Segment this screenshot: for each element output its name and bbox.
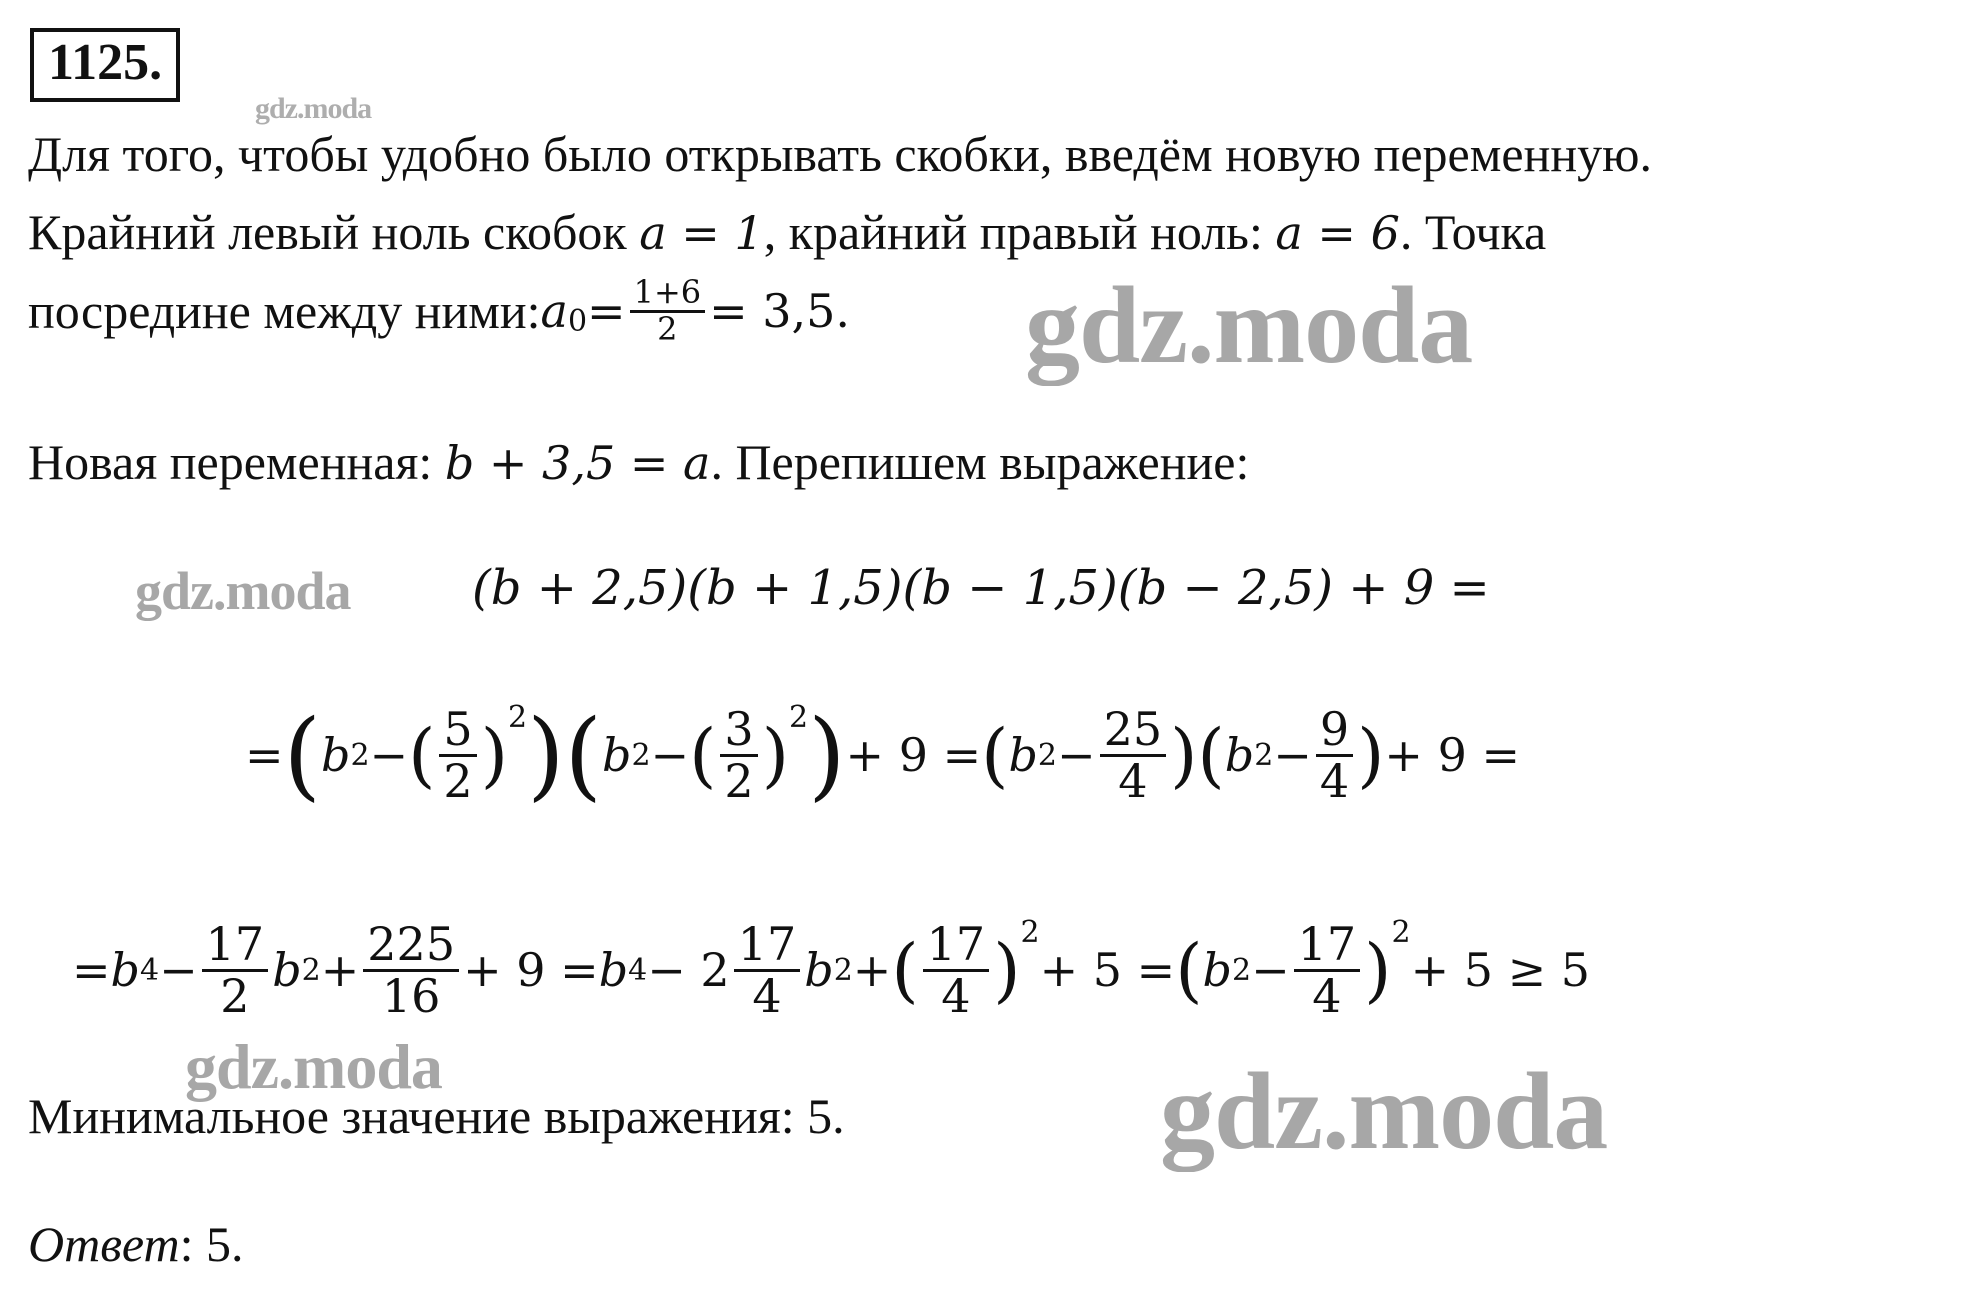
eq3-frac-1-num: 17 — [202, 920, 269, 971]
eq3-exp-2: 2 — [301, 952, 321, 988]
answer-value: : 5. — [179, 1216, 244, 1272]
eq3-frac-5-num: 17 — [1294, 920, 1361, 971]
eq2-frac-3-num: 25 — [1100, 705, 1167, 756]
eq2-paren-close-3: ) — [1170, 714, 1198, 796]
line4-text-2: . Перепишем выражение: — [710, 434, 1250, 490]
paragraph-line-3 — [28, 270, 850, 352]
eq2-b-4: b — [1224, 728, 1255, 782]
eq2-bracket-open-2: ( — [564, 699, 602, 811]
line3-text: посредине между ними: — [28, 283, 541, 339]
eq3-plus5: + 5 = — [1039, 943, 1176, 997]
eq3-exp-3: 4 — [628, 952, 648, 988]
eq2-exp-1: 2 — [350, 737, 370, 773]
eq3-frac-4-num: 17 — [923, 920, 990, 971]
eq2-frac-1 — [439, 702, 476, 808]
eq3-frac-5 — [1294, 917, 1361, 1023]
equation-3 — [72, 905, 1590, 1035]
line2-math-1: a = 1 — [639, 206, 764, 260]
eq2-frac-1-den: 2 — [443, 753, 473, 808]
line2-text-1: Крайний левый ноль скобок — [28, 204, 640, 260]
equation-2 — [245, 690, 1520, 820]
eq3-frac-4-den: 4 — [941, 968, 971, 1023]
eq2-paren-close-2: ) — [761, 714, 789, 796]
eq3-b-3: b — [598, 943, 629, 997]
line2-text-2: , крайний правый ноль: — [763, 204, 1276, 260]
line3-var: a — [540, 284, 568, 338]
eq2-exp-5: 2 — [1037, 737, 1058, 773]
watermark-large-1: gdz.moda — [1025, 264, 1473, 386]
eq2-exp-6: 2 — [1254, 737, 1274, 773]
eq2-minus-1: − — [369, 728, 409, 782]
line3-result: = 3,5. — [709, 284, 851, 338]
eq2-plus9: + 9 = — [845, 728, 982, 782]
eq2-frac-4-num: 9 — [1316, 705, 1353, 756]
watermark-small: gdz.moda — [255, 92, 372, 125]
eq3-equals: = — [72, 943, 111, 997]
eq2-tail: + 9 = — [1384, 728, 1521, 782]
eq2-frac-4-den: 4 — [1319, 753, 1350, 808]
paragraph-line-1: Для того, чтобы удобно было открывать скобки, введём новую переменную. — [28, 126, 1652, 182]
line2-math-2: a = 6 — [1275, 206, 1400, 260]
eq3-exp-4: 2 — [833, 952, 853, 988]
line4-text-1: Новая переменная: — [28, 434, 445, 490]
eq2-exp-4: 2 — [789, 700, 809, 735]
eq3-exp-7: 2 — [1391, 915, 1411, 950]
eq2-paren-open-1: ( — [408, 714, 436, 796]
eq3-b-5: b — [1202, 943, 1232, 997]
eq3-plus-1: + — [320, 943, 360, 997]
eq3-frac-2 — [363, 917, 459, 1023]
paragraph-line-2 — [28, 202, 1546, 263]
eq2-minus-2: − — [650, 728, 690, 782]
eq2-frac-3 — [1100, 702, 1167, 808]
eq3-frac-3 — [734, 917, 801, 1023]
line3-frac-num: 1+6 — [630, 276, 706, 313]
eq3-end: + 5 ≥ 5 — [1410, 943, 1591, 997]
eq3-frac-1-den: 2 — [220, 968, 250, 1023]
line3-sub: 0 — [567, 304, 588, 339]
answer-label: Ответ — [28, 1216, 180, 1272]
eq3-paren-close-2: ) — [1364, 929, 1392, 1011]
paragraph-line-4 — [28, 432, 1249, 493]
eq3-plus-2: + — [852, 943, 892, 997]
eq3-exp-1: 4 — [140, 952, 160, 988]
eq3-frac-3-num: 17 — [734, 920, 801, 971]
line3-eq: = — [587, 284, 626, 338]
eq3-paren-close-1: ) — [993, 929, 1021, 1011]
line4-math: b + 3,5 = a — [444, 436, 711, 490]
watermark-medium-2: gdz.moda — [185, 1031, 442, 1102]
eq2-bracket-close-1: ) — [527, 699, 565, 811]
eq3-paren-open-2: ( — [1175, 929, 1203, 1011]
eq2-bracket-close-2: ) — [808, 699, 846, 811]
eq3-frac-3-den: 4 — [752, 968, 782, 1023]
eq2-bracket-open-1: ( — [283, 699, 321, 811]
eq3-frac-2-num: 225 — [363, 920, 459, 971]
eq2-paren-open-2: ( — [689, 714, 717, 796]
eq2-minus-4: − — [1273, 728, 1312, 782]
eq3-frac-1 — [202, 917, 269, 1023]
eq2-frac-3-den: 4 — [1118, 753, 1148, 808]
eq2-frac-2 — [720, 702, 757, 808]
eq3-exp-6: 2 — [1231, 952, 1252, 988]
eq2-equals: = — [245, 728, 284, 782]
eq2-frac-1-num: 5 — [439, 705, 476, 756]
eq2-exp-2: 2 — [508, 700, 528, 735]
eq2-paren-close-4: ) — [1357, 714, 1385, 796]
eq3-minus-1: − — [159, 943, 198, 997]
equation-1: (b + 2,5)(b + 1,5)(b − 1,5)(b − 2,5) + 9 = — [472, 560, 1490, 616]
eq2-paren-open-3: ( — [981, 714, 1009, 796]
line3-frac-den: 2 — [657, 309, 678, 348]
eq2-frac-2-den: 2 — [724, 753, 754, 808]
eq3-paren-open-1: ( — [891, 929, 919, 1011]
problem-number: 1125. — [30, 28, 180, 102]
eq2-b-2: b — [602, 728, 632, 782]
watermark-medium-1: gdz.moda — [135, 561, 351, 621]
conclusion-text: Минимальное значение выражения: 5. — [28, 1088, 845, 1144]
eq3-minus-2: − — [1251, 943, 1290, 997]
eq2-paren-open-4: ( — [1197, 714, 1225, 796]
eq2-minus-3: − — [1057, 728, 1096, 782]
eq3-coef: − 2 — [647, 943, 730, 997]
line3-fraction — [630, 272, 706, 348]
eq3-b-2: b — [272, 943, 302, 997]
eq2-b-1: b — [321, 728, 351, 782]
answer-line — [28, 1214, 243, 1274]
eq3-frac-5-den: 4 — [1312, 968, 1342, 1023]
eq2-frac-4 — [1316, 702, 1353, 808]
eq3-b-4: b — [804, 943, 834, 997]
eq3-b-1: b — [110, 943, 140, 997]
line2-text-3: . Точка — [1399, 204, 1547, 260]
watermark-large-2: gdz.moda — [1160, 1050, 1608, 1172]
eq3-frac-4 — [923, 917, 990, 1023]
eq2-b-3: b — [1008, 728, 1038, 782]
eq3-frac-2-den: 16 — [381, 968, 441, 1023]
eq2-frac-2-num: 3 — [720, 705, 757, 756]
eq2-exp-3: 2 — [631, 737, 651, 773]
eq3-exp-5: 2 — [1020, 915, 1040, 950]
eq3-mid-1: + 9 = — [463, 943, 599, 997]
eq2-paren-close-1: ) — [480, 714, 508, 796]
